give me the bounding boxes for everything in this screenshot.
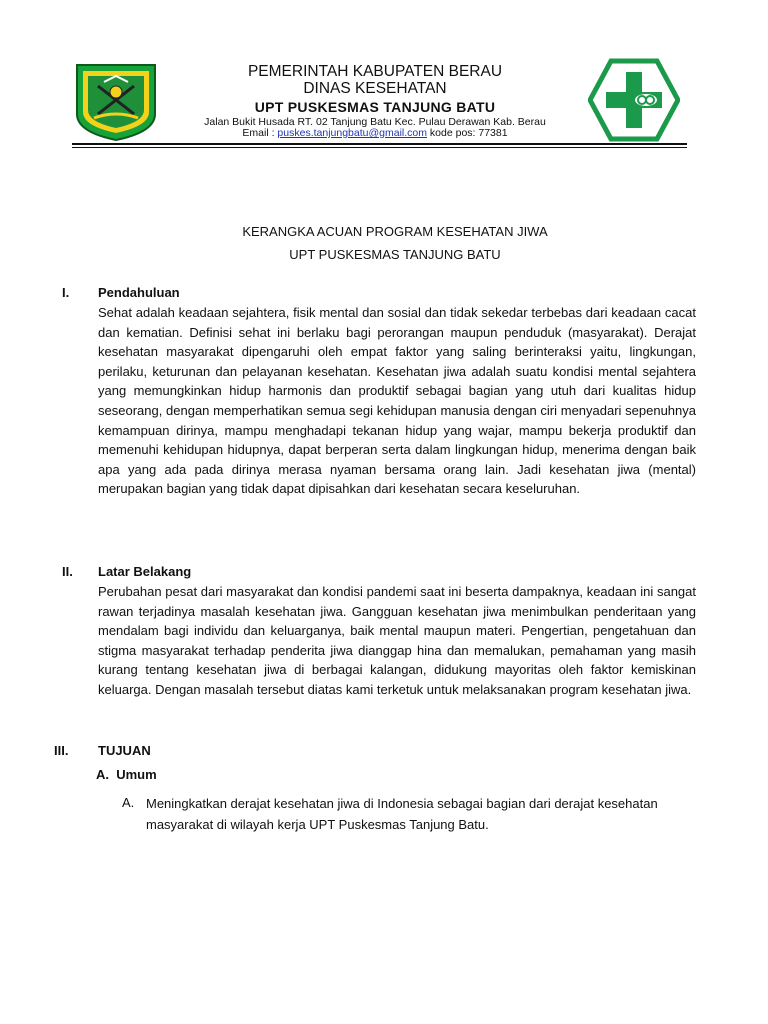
header-address: Jalan Bukit Husada RT. 02 Tanjung Batu Kec. Pulau Derawan Kab. Berau bbox=[204, 116, 546, 128]
section-number: II. bbox=[62, 564, 73, 579]
postal-code: kode pos: 77381 bbox=[427, 127, 508, 139]
list-item-marker: A. bbox=[122, 795, 135, 810]
section-number: III. bbox=[54, 743, 69, 758]
section-body: Perubahan pesat dari masyarakat dan kondisi pandemi saat ini beserta dampaknya, keadaan ini sangat rawan terjadinya masalah kesehatan jiwa. Gangguan kesehatan jiwa menimbulkan penderitaan yang mendalam bagi individu dan keluarganya, baik mental maupun materi. Pengertian, pengetahuan dan stigma masyarakat terhadap penderita jiwa dianggap hina dan memalukan, pemahaman yang masih kurang tentang kesehatan jiwa di berbagai kalangan, didukung mayoritas oleh faktor kemiskinan keluarga. Dengan masalah tersebut diatas kami terketuk untuk melaksanakan program kesehatan jiwa. bbox=[98, 584, 696, 697]
document-title: KERANGKA ACUAN PROGRAM KESEHATAN JIWA bbox=[242, 224, 548, 239]
subsection-title: A. Umum bbox=[96, 767, 157, 782]
list-item: Meningkatkan derajat kesehatan jiwa di Indonesia sebagai bagian dari derajat kesehatan masyarakat di wilayah kerja UPT Puskesmas Tanjung Batu. bbox=[146, 796, 658, 832]
document-subtitle: UPT PUSKESMAS TANJUNG BATU bbox=[289, 247, 501, 262]
letterhead-rule-thin bbox=[72, 147, 687, 148]
header-government: PEMERINTAH KABUPATEN BERAU bbox=[247, 63, 503, 80]
section-number: I. bbox=[62, 285, 70, 300]
section-title: TUJUAN bbox=[98, 743, 151, 758]
section-title: Pendahuluan bbox=[98, 285, 180, 300]
puskesmas-logo bbox=[588, 58, 680, 142]
letterhead-rule-thick bbox=[72, 143, 687, 145]
kabupaten-berau-emblem bbox=[74, 62, 158, 142]
email-label: Email : bbox=[242, 127, 278, 139]
section-body: Sehat adalah keadaan sejahtera, fisik mental dan sosial dan tidak sekedar terbebas dari keadaan cacat dan kematian. Definisi sehat ini berlaku bagi perorangan maupun penduduk (masyarakat). Derajat kesehatan masyarakat dipengaruhi oleh empat faktor yang saling berinteraksi yaitu, lingkungan, perilaku, keturunan dan pelayanan kesehatan. Kesehatan jiwa adalah suatu kondisi mental sejahtera yang memungkinkan hidup harmonis dan produktif sebagai bagian yang utuh dari kualitas hidup seseorang, dengan memperhatikan semua segi kehidupan manusia dengan ciri menyadari sepenuhnya kemampuan dirinya, mampu menghadapi tekanan hidup yang wajar, mampu bekerja produktif dan memenuhi kehidupan hidupnya, dapat berperan serta dalam lingkungan hidup, menerima dengan baik apa yang ada pada dirinya merasa nyaman bersama orang lain. Jadi kesehatan jiwa (mental) merupakan bagian yang tidak dapat dipisahkan dari kesehatan secara keseluruhan. bbox=[98, 305, 696, 497]
header-department: DINAS KESEHATAN bbox=[303, 80, 447, 97]
header-contact bbox=[160, 127, 590, 139]
section-title: Latar Belakang bbox=[98, 564, 192, 579]
header-institution: UPT PUSKESMAS TANJUNG BATU bbox=[254, 99, 496, 115]
email-link[interactable]: puskes.tanjungbatu@gmail.com bbox=[277, 127, 427, 139]
